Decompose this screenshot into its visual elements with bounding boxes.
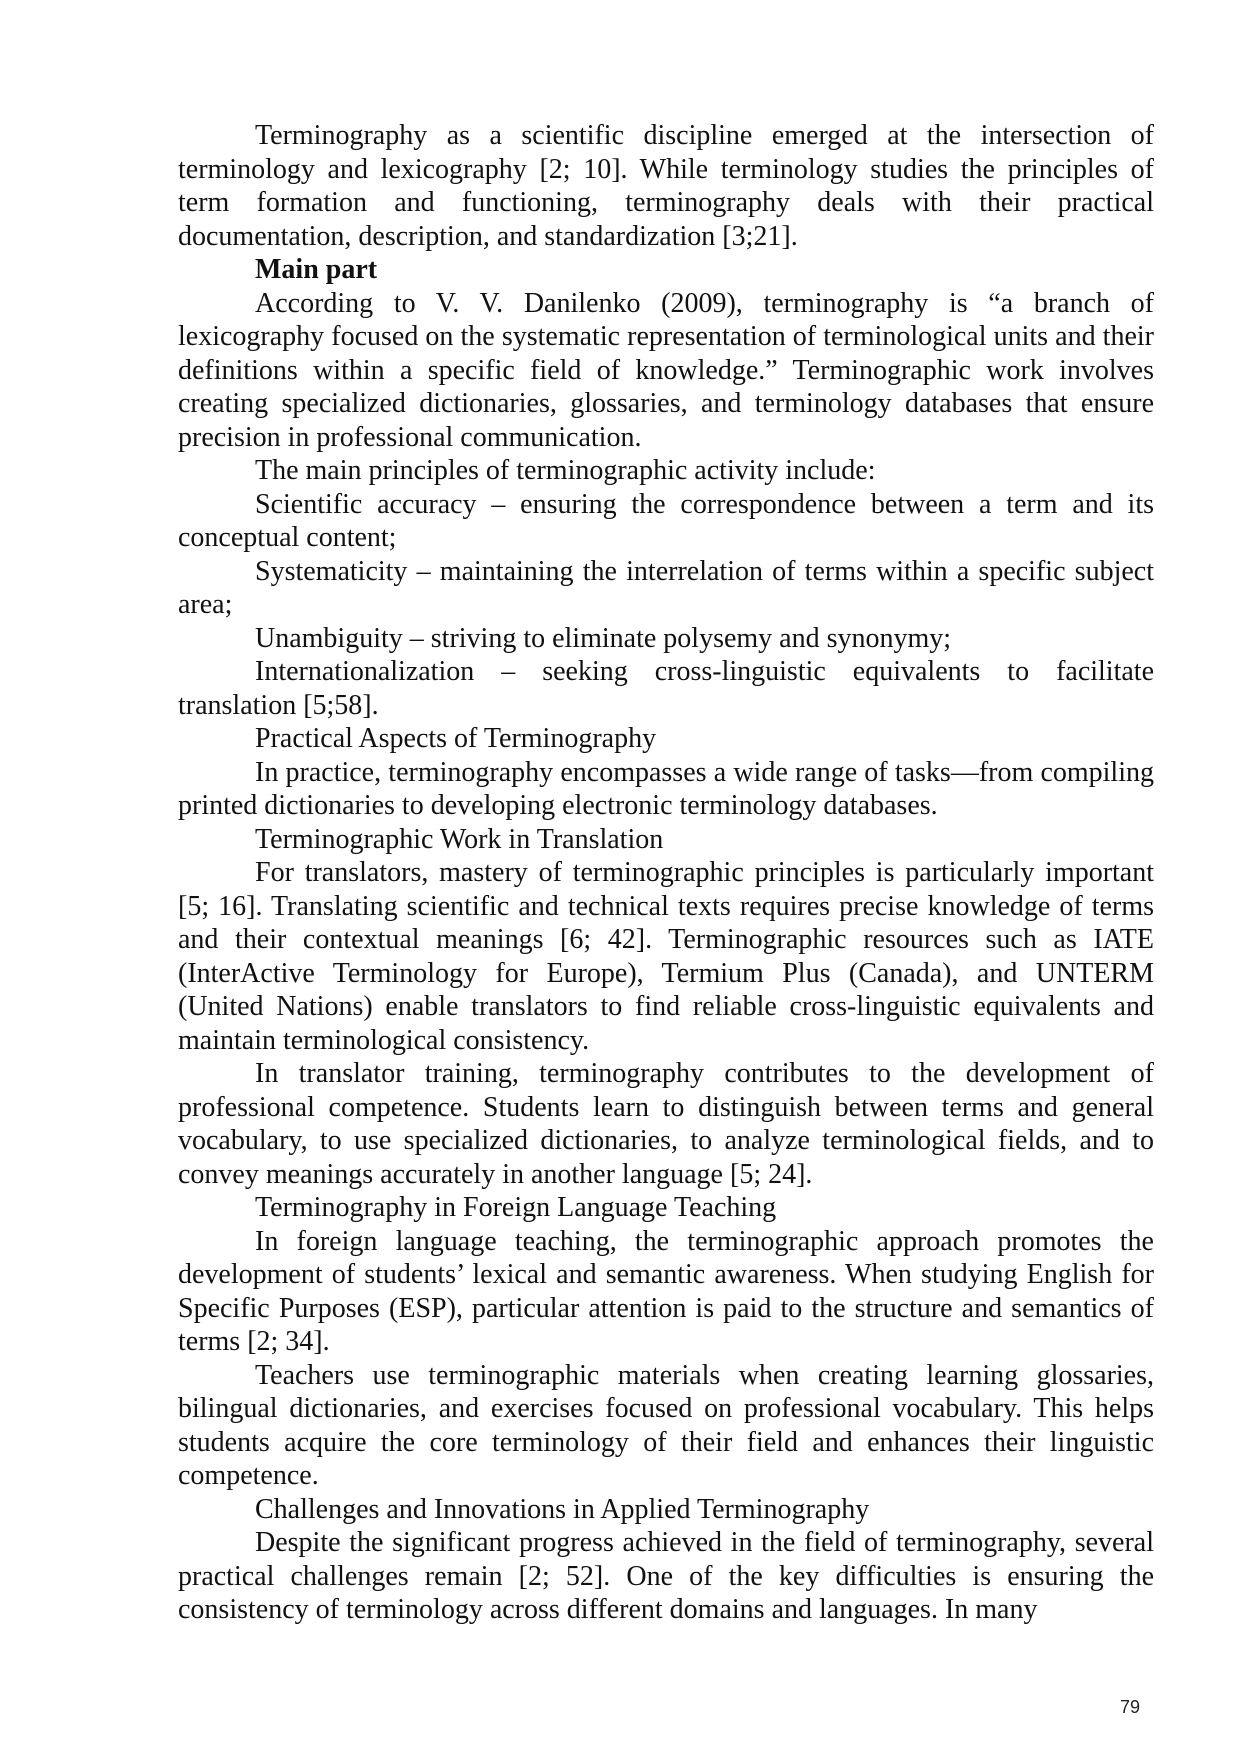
section-heading-main-part: Main part [255, 254, 378, 285]
paragraph-practice: In practice, terminography encompasses a wide range of tasks—from compiling printed dictionaries to developing electronic terminology databases. [178, 756, 1154, 821]
paragraph-challenges: Despite the significant progress achieved in the field of terminography, several practical challenges remain [2; 52]. One of the key difficulties is ensuring the consistency of terminology across different domains and languages. In many [178, 1527, 1154, 1625]
paragraph-translators: For translators, mastery of terminographic principles is particularly important [5; 16]. Translating scientific and technical texts requires precise knowledge of terms and their contextual meanings [6; 42]. Terminographic resources such as IATE (InterActive Terminology for Europe), Termium Plus (Canada), and UNTERM (United Nations) enable translators to find reliable cross-linguistic equivalents and maintain terminological consistency. [178, 857, 1154, 1056]
document-body [178, 119, 1154, 1627]
paragraph-foreign-language: In foreign language teaching, the terminographic approach promotes the development of students’ lexical and semantic awareness. When studying English for Specific Purposes (ESP), particular attention is paid to the structure and semantics of terms [2; 34]. [178, 1225, 1154, 1357]
list-item-internationalization: Internationalization – seeking cross-linguistic equivalents to facilitate translation [5;58]. [178, 656, 1154, 721]
subheading-challenges: Challenges and Innovations in Applied Terminography [255, 1493, 870, 1525]
list-item-unambiguity: Unambiguity – striving to eliminate polysemy and synonymy; [255, 622, 952, 654]
paragraph-teachers: Teachers use terminographic materials when creating learning glossaries, bilingual dictionaries, and exercises focused on professional vocabulary. This helps students acquire the core terminology of their field and enhances their linguistic competence. [178, 1359, 1154, 1491]
subheading-foreign-language-teaching: Terminography in Foreign Language Teaching [255, 1192, 777, 1223]
subheading-practical-aspects: Practical Aspects of Terminography [255, 723, 657, 754]
paragraph-danilenko-definition: According to V. V. Danilenko (2009), terminography is “a branch of lexicography focused on the systematic representation of terminological units and their definitions within a specific field of knowledge.” Terminographic work involves creating specialized dictionaries, glossaries, and terminology databases that ensure precision in professional communication. [178, 287, 1154, 453]
paragraph-translator-training: In translator training, terminography contributes to the development of professional competence. Students learn to distinguish between terms and general vocabulary, to use specialized dictionaries, to analyze terminological fields, and to convey meanings accurately in another language [5; 24]. [178, 1058, 1154, 1190]
list-item-scientific-accuracy: Scientific accuracy – ensuring the correspondence between a term and its conceptual content; [178, 488, 1154, 553]
paragraph-principles-intro: The main principles of terminographic activity include: [255, 455, 876, 486]
list-item-systematicity: Systematicity – maintaining the interrelation of terms within a specific subject area; [178, 555, 1154, 620]
paragraph-intro: Terminography as a scientific discipline emerged at the intersection of terminology and lexicography [2; 10]. While terminology studies the principles of term formation and functioning, terminography deals with their practical documentation, description, and standardization [3;21]. [178, 120, 1154, 252]
page-number: 79 [1120, 1697, 1141, 1717]
subheading-translation: Terminographic Work in Translation [255, 823, 664, 855]
